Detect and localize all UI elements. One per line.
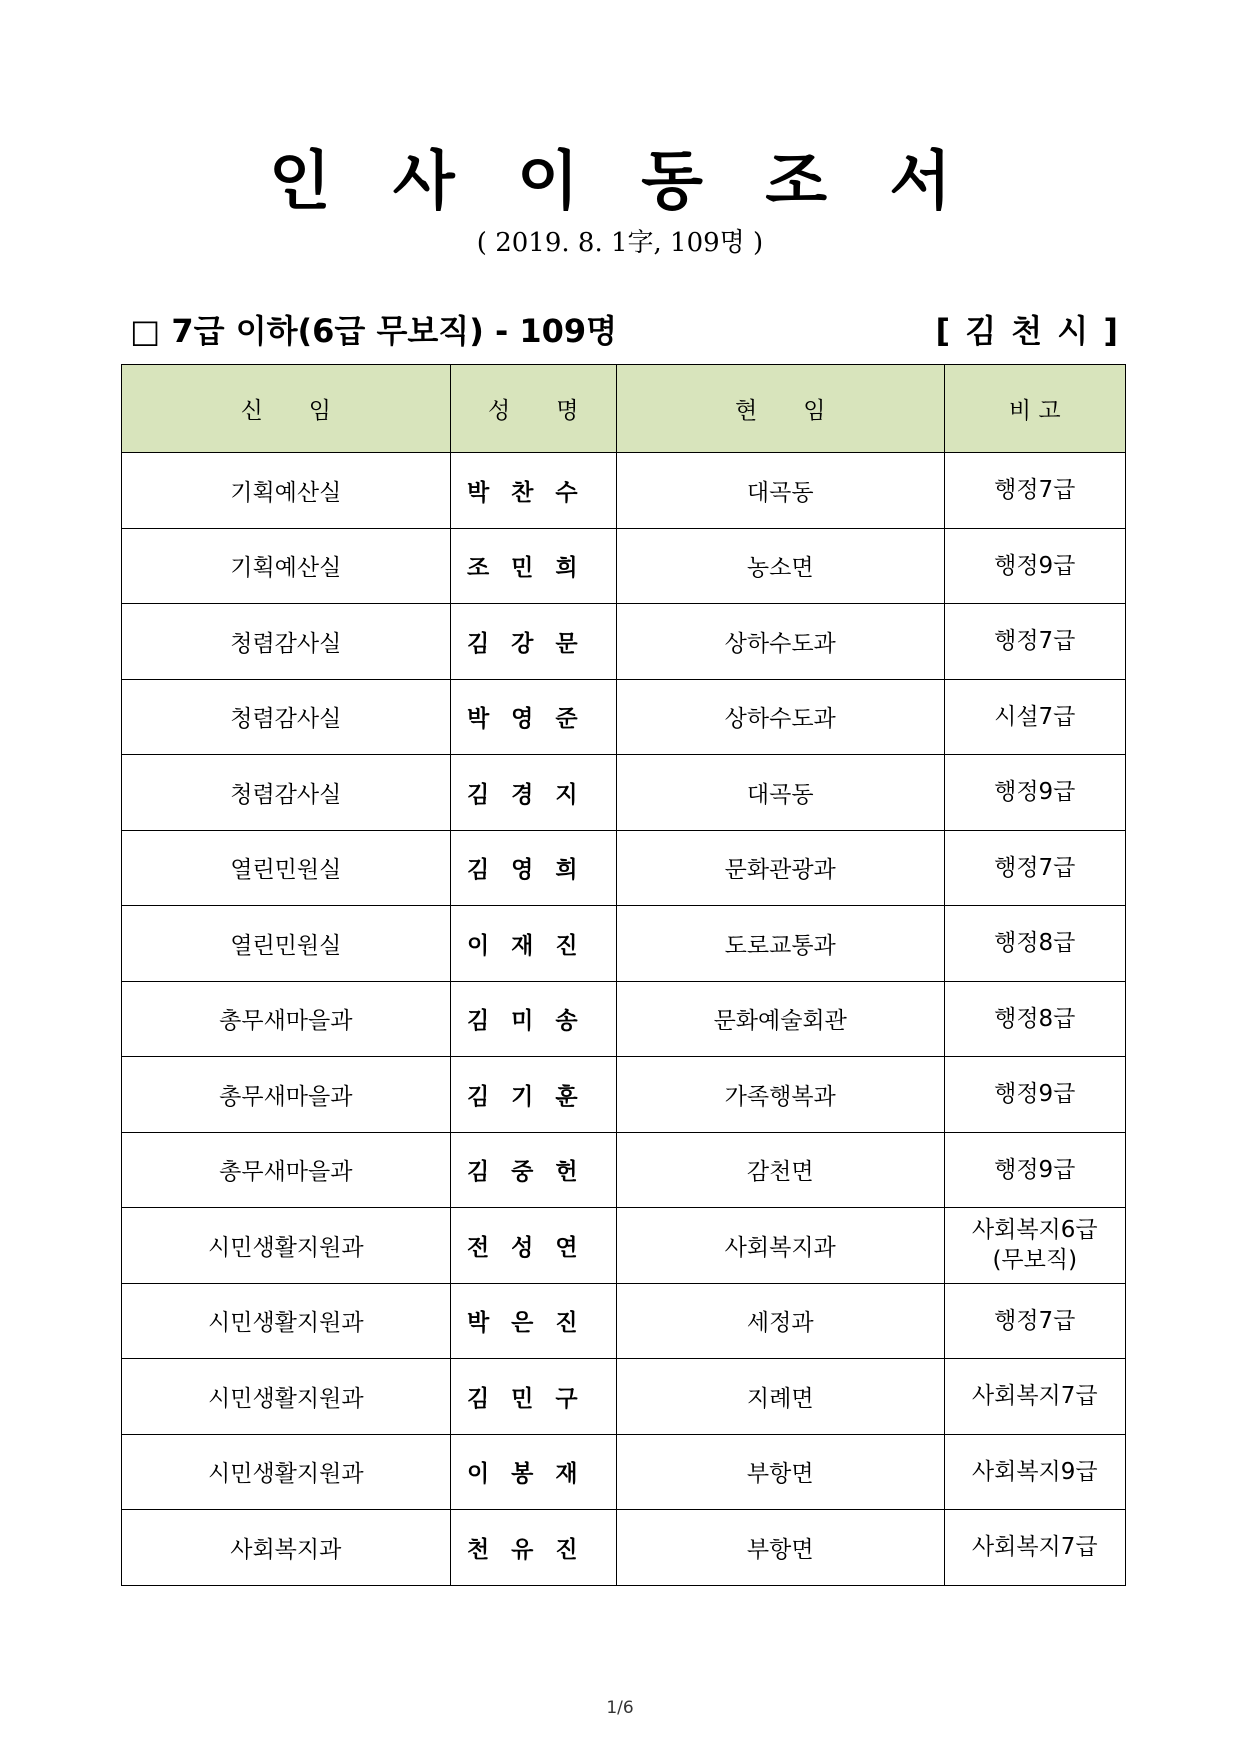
- cell-note: 행정7급: [944, 1283, 1125, 1359]
- cell-note: 행정7급: [944, 453, 1125, 529]
- cell-name: 김영희: [450, 830, 616, 906]
- cell-name: 김경지: [450, 755, 616, 831]
- cell-note: 사회복지9급: [944, 1434, 1125, 1510]
- cell-new-post: 총무새마을과: [122, 981, 451, 1057]
- cell-current-post: 사회복지과: [616, 1208, 944, 1284]
- cell-new-post: 청렴감사실: [122, 755, 451, 831]
- table-row: [122, 1208, 1126, 1284]
- cell-new-post: 열린민원실: [122, 830, 451, 906]
- cell-name: 전성연: [450, 1208, 616, 1284]
- cell-name: 김민구: [450, 1359, 616, 1435]
- cell-current-post: 가족행복과: [616, 1057, 944, 1133]
- header-current-post: 현 임: [616, 365, 944, 453]
- cell-note: [944, 1208, 1125, 1284]
- table-header-row: [122, 365, 1126, 453]
- cell-name: 박영준: [450, 679, 616, 755]
- header-note: 비 고: [944, 365, 1125, 453]
- personnel-transfer-table: [121, 364, 1126, 1586]
- table-row: [122, 528, 1126, 604]
- cell-new-post: 청렴감사실: [122, 604, 451, 680]
- cell-current-post: 세정과: [616, 1283, 944, 1359]
- cell-current-post: 농소면: [616, 528, 944, 604]
- cell-note: 행정9급: [944, 1057, 1125, 1133]
- page-number: 1/6: [606, 1698, 634, 1718]
- cell-note: 행정8급: [944, 981, 1125, 1057]
- cell-note: 행정7급: [944, 830, 1125, 906]
- header-new-post: 신 임: [122, 365, 451, 453]
- section-heading: □ 7급 이하(6급 무보직) - 109명: [130, 312, 618, 350]
- table-row: [122, 604, 1126, 680]
- table-row: [122, 755, 1126, 831]
- cell-current-post: 문화관광과: [616, 830, 944, 906]
- cell-new-post: 시민생활지원과: [122, 1359, 451, 1435]
- cell-note: 행정9급: [944, 1132, 1125, 1208]
- document-title: 인 사 이 동 조 서: [268, 145, 972, 219]
- cell-note: 행정7급: [944, 604, 1125, 680]
- cell-name: 김강문: [450, 604, 616, 680]
- cell-current-post: 도로교통과: [616, 906, 944, 982]
- cell-note: 사회복지7급: [944, 1510, 1125, 1586]
- cell-new-post: 열린민원실: [122, 906, 451, 982]
- cell-current-post: 대곡동: [616, 453, 944, 529]
- cell-name: 김중헌: [450, 1132, 616, 1208]
- table-row: [122, 981, 1126, 1057]
- cell-new-post: 사회복지과: [122, 1510, 451, 1586]
- cell-current-post: 문화예술회관: [616, 981, 944, 1057]
- table-row: [122, 830, 1126, 906]
- cell-new-post: 기획예산실: [122, 528, 451, 604]
- cell-note: 사회복지7급: [944, 1359, 1125, 1435]
- cell-name: 박은진: [450, 1283, 616, 1359]
- table-row: [122, 1510, 1126, 1586]
- cell-name: 조민희: [450, 528, 616, 604]
- table-row: [122, 906, 1126, 982]
- cell-new-post: 총무새마을과: [122, 1132, 451, 1208]
- table-row: [122, 1434, 1126, 1510]
- cell-name: 박찬수: [450, 453, 616, 529]
- cell-note: 시설7급: [944, 679, 1125, 755]
- cell-name: 김기훈: [450, 1057, 616, 1133]
- cell-current-post: 부항면: [616, 1434, 944, 1510]
- cell-current-post: 지례면: [616, 1359, 944, 1435]
- organization-label: [ 김 천 시 ]: [935, 312, 1120, 350]
- cell-name: 이재진: [450, 906, 616, 982]
- table-row: [122, 1359, 1126, 1435]
- cell-new-post: 총무새마을과: [122, 1057, 451, 1133]
- cell-current-post: 감천면: [616, 1132, 944, 1208]
- table-row: [122, 453, 1126, 529]
- header-name: 성 명: [450, 365, 616, 453]
- cell-note: 행정9급: [944, 528, 1125, 604]
- cell-new-post: 청렴감사실: [122, 679, 451, 755]
- table-row: [122, 1057, 1126, 1133]
- cell-new-post: 기획예산실: [122, 453, 451, 529]
- table-row: [122, 1283, 1126, 1359]
- table-row: [122, 1132, 1126, 1208]
- cell-new-post: 시민생활지원과: [122, 1283, 451, 1359]
- cell-current-post: 대곡동: [616, 755, 944, 831]
- table-row: [122, 679, 1126, 755]
- cell-current-post: 상하수도과: [616, 604, 944, 680]
- cell-name: 김미송: [450, 981, 616, 1057]
- cell-new-post: 시민생활지원과: [122, 1208, 451, 1284]
- cell-name: 이봉재: [450, 1434, 616, 1510]
- document-subtitle: ( 2019. 8. 1字, 109명 ): [476, 228, 764, 258]
- cell-note-line: (무보직): [992, 1247, 1078, 1274]
- cell-note: 행정9급: [944, 755, 1125, 831]
- cell-name: 천유진: [450, 1510, 616, 1586]
- cell-new-post: 시민생활지원과: [122, 1434, 451, 1510]
- cell-current-post: 상하수도과: [616, 679, 944, 755]
- cell-note: 행정8급: [944, 906, 1125, 982]
- cell-note-line: 사회복지6급: [971, 1217, 1098, 1244]
- cell-current-post: 부항면: [616, 1510, 944, 1586]
